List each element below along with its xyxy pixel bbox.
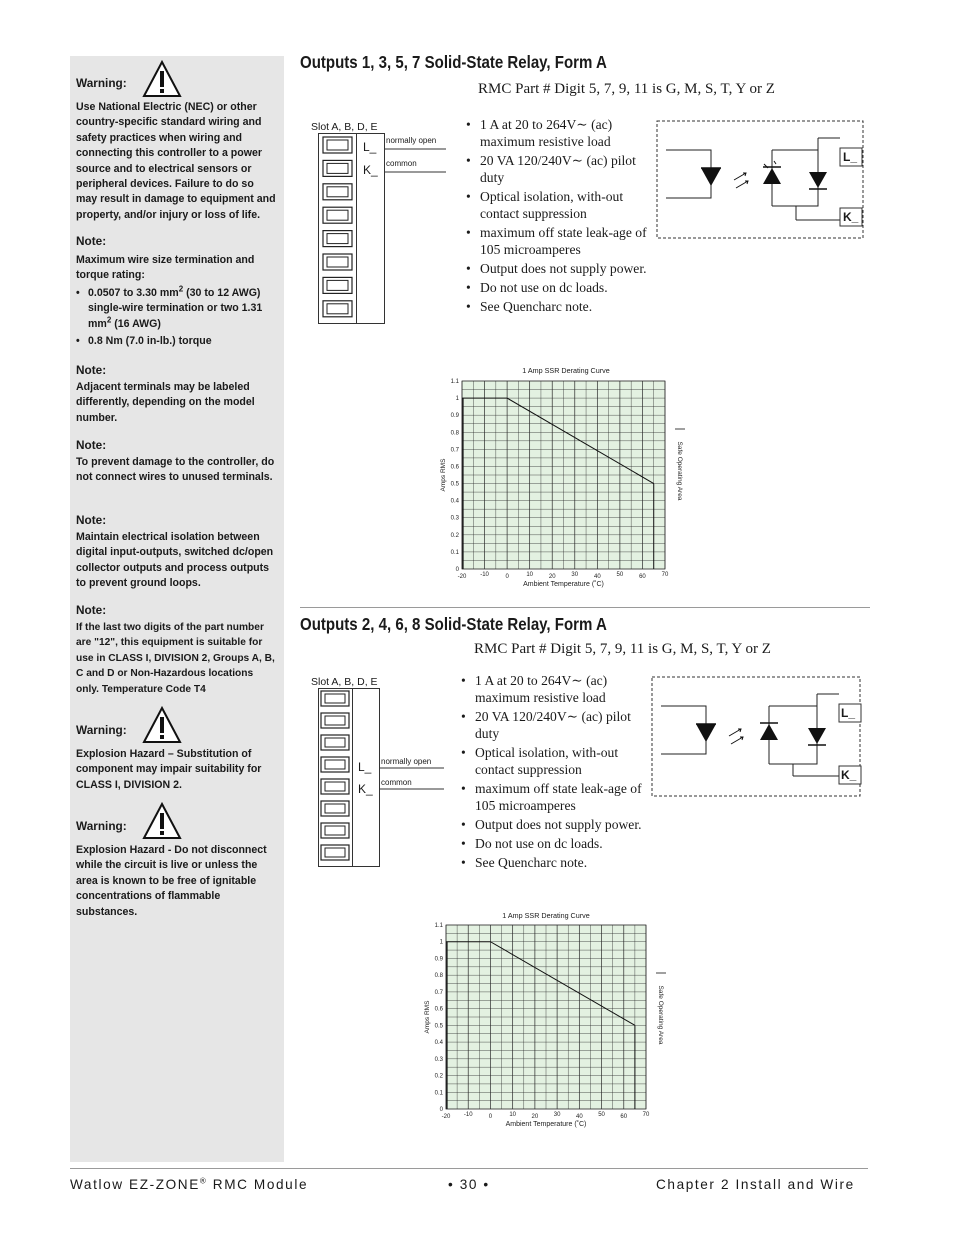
warning-triangle-icon [142,706,182,744]
note-text: Maximum wire size termination and torque rating: [76,254,255,282]
x-tick-label: 60 [620,1114,628,1120]
spec-item: • See Quencharc note. [466,298,656,315]
x-tick-label: 70 [642,1112,650,1118]
y-tick-label: 1.1 [434,923,443,929]
slot-label: Slot A, B, D, E [311,676,378,688]
note-text-adjacent-terminals: Adjacent terminals may be labeled differently, depending on the model number. [76,381,255,424]
page-footer [70,1177,870,1197]
y-tick-label: 0.1 [450,549,459,556]
warning-title: Warning: [76,723,127,737]
note-title: Note: [76,438,107,452]
note-bullet-torque: • 0.8 Nm (7.0 in-lb.) torque [76,334,276,349]
sidebar-notes-panel [70,56,284,1162]
note-title: Note: [76,513,107,527]
warning-title: Warning: [76,819,127,833]
spec-item: • maximum off state leak-age of 105 microamperes [466,224,656,258]
terminal-K-label: K_ [358,782,373,796]
x-tick-label: 20 [531,1114,539,1120]
x-tick-label: -20 [457,574,467,580]
ssr-schematic-1 [656,120,866,240]
warning-title: Warning: [76,76,127,90]
section1-part-digit-line: RMC Part # Digit 5, 7, 9, 11 is G, M, S, T, Y or Z [478,81,775,97]
schematic-L-label: L_ [841,706,856,720]
warning-text: Use National Electric (NEC) or other country-specific standard wiring and safety practices when wiring and connecting this controller to a power source and to electrical sensors or peripheral devices. Failure to do so may result in damage to equipment and property, and/or injury or loss of life. [76,101,276,221]
y-tick-label: 0 [455,567,459,573]
section2-spec-list [461,672,651,872]
x-tick-label: -10 [463,1112,473,1118]
x-tick-label: 30 [553,1112,561,1118]
normally-open-label: normally open [386,136,437,145]
y-tick-label: 0.5 [434,1023,443,1030]
common-label: common [381,778,412,787]
schematic-K-label: K_ [841,768,857,782]
y-tick-label: 0.9 [450,413,459,420]
terminal-block-diagram-1 [318,133,448,325]
note-text-wire-size [76,253,276,349]
slot-label: Slot A, B, D, E [311,121,378,133]
y-tick-label: 1 [455,396,459,403]
terminal-L-label: L_ [363,140,377,154]
x-axis-label: Ambient Temperature (˚C) [505,1121,587,1128]
schematic-L-label: L_ [843,150,858,164]
y-tick-label: 0 [439,1107,443,1113]
footer-product-name: Watlow EZ-ZONE® RMC Module [70,1176,309,1192]
ssr-schematic-2 [651,676,863,798]
spec-item: • Output does not supply power. [461,816,651,833]
derating-chart-2 [410,920,680,1140]
x-tick-label: 10 [526,572,534,578]
x-tick-label: 50 [598,1112,605,1118]
spec-item: • Optical isolation, with-out contact suppression [461,744,651,778]
y-tick-label: 1.1 [450,379,459,385]
spec-item: • 20 VA 120/240V∼ (ac) pilot duty [461,708,651,742]
chart-title: 1 Amp SSR Derating Curve [502,911,590,920]
y-axis-label: Amps RMS [440,458,447,492]
y-tick-label: 0.6 [434,1006,443,1013]
chart-title: 1 Amp SSR Derating Curve [522,366,610,375]
y-tick-label: 0.8 [450,430,459,437]
footer-chapter: Chapter 2 Install and Wire [656,1177,855,1192]
x-tick-label: 40 [593,574,601,580]
section2-title: Outputs 2, 4, 6, 8 Solid-State Relay, Form A [300,614,607,634]
y-tick-label: 0.5 [450,481,459,488]
y-tick-label: 0.8 [434,973,443,980]
y-tick-label: 0.2 [434,1073,443,1080]
x-tick-label: 70 [661,572,669,578]
note-text-unused-terminals: To prevent damage to the controller, do not connect wires to unused terminals. [76,456,275,484]
warning-triangle-icon [142,802,182,840]
note-text-isolation: Maintain electrical isolation between digital input-outputs, switched dc/open collector outputs and process outputs to prevent ground loops. [76,531,274,590]
spec-item: • Do not use on dc loads. [466,279,656,296]
x-tick-label: 50 [616,572,624,578]
y-tick-label: 0.7 [450,447,459,454]
warning-triangle-icon [142,60,182,98]
spec-item: • Optical isolation, with-out contact suppression [466,188,656,222]
x-tick-label: 0 [488,1114,493,1120]
x-tick-label: 60 [639,574,646,580]
y-tick-label: 0.7 [434,989,443,996]
spec-item: • 1 A at 20 to 264V∼ (ac) maximum resistive load [461,672,651,706]
x-tick-label: 40 [575,1114,583,1120]
x-tick-label: 10 [509,1112,517,1118]
note-title: Note: [76,603,107,617]
y-tick-label: 0.4 [450,498,459,505]
spec-item: • Output does not supply power. [466,260,656,277]
note-bullet-wire-range: • 0.0507 to 3.30 $mm^2$ (30 to 12 AWG) single-wire termination or two 1.31 $mm^2$ (16 AWG) [76,286,276,332]
section-divider [300,607,870,608]
y-tick-label: 1 [439,939,443,946]
section1-title: Outputs 1, 3, 5, 7 Solid-State Relay, Form A [300,52,607,72]
y-axis-label: Amps RMS [424,1000,431,1034]
y-tick-label: 0.9 [434,956,443,963]
y-tick-label: 0.1 [434,1090,443,1097]
spec-item: • 1 A at 20 to 264V∼ (ac) maximum resistive load [466,116,656,150]
x-axis-label: Ambient Temperature (˚C) [523,581,604,588]
spec-item: • See Quencharc note. [461,854,651,871]
note-title: Note: [76,234,107,248]
derating-chart-1 [428,376,698,598]
side-label-safe-operating-area: Safe Operating Area [676,441,683,501]
section2-part-digit-line: RMC Part # Digit 5, 7, 9, 11 is G, M, S, T, Y or Z [474,641,771,657]
x-tick-label: -20 [441,1114,451,1120]
note-text-class1-div2: If the last two digits of the part number are "12", this equipment is suitable for use in CLASS I, DIVISION 2, Groups A, B, C and D or Non-Hazardous locations only. Temperature Code T4 [76,622,275,695]
y-tick-label: 0.3 [434,1056,443,1063]
terminal-K-label: K_ [363,163,378,177]
spec-item: • maximum off state leak-age of 105 microamperes [461,780,651,814]
x-tick-label: -10 [480,572,489,578]
note-title: Note: [76,363,107,377]
y-tick-label: 0.6 [450,464,459,471]
section1-spec-list [466,116,656,316]
x-tick-label: 30 [571,572,579,578]
y-tick-label: 0.4 [434,1040,443,1047]
warning-text-disconnect: Explosion Hazard - Do not disconnect while the circuit is live or unless the area is known to be free of ignitable concentrations of flammable substances. [76,844,267,918]
spec-item: • Do not use on dc loads. [461,835,651,852]
x-tick-label: 20 [548,574,556,580]
x-tick-label: 0 [505,574,509,580]
spec-item: • 20 VA 120/240V∼ (ac) pilot duty [466,152,656,186]
common-label: common [386,159,417,168]
normally-open-label: normally open [381,757,432,766]
warning-text-substitution: Explosion Hazard – Substitution of component may impair suitability for CLASS I, DIVISION 2. [76,748,262,791]
schematic-K-label: K_ [843,210,859,224]
footer-rule [70,1168,868,1169]
y-tick-label: 0.2 [450,532,459,539]
side-label-safe-operating-area: Safe Operating Area [657,985,664,1045]
terminal-L-label: L_ [358,760,372,774]
y-tick-label: 0.3 [450,515,459,522]
page-number: • 30 • [448,1177,490,1192]
